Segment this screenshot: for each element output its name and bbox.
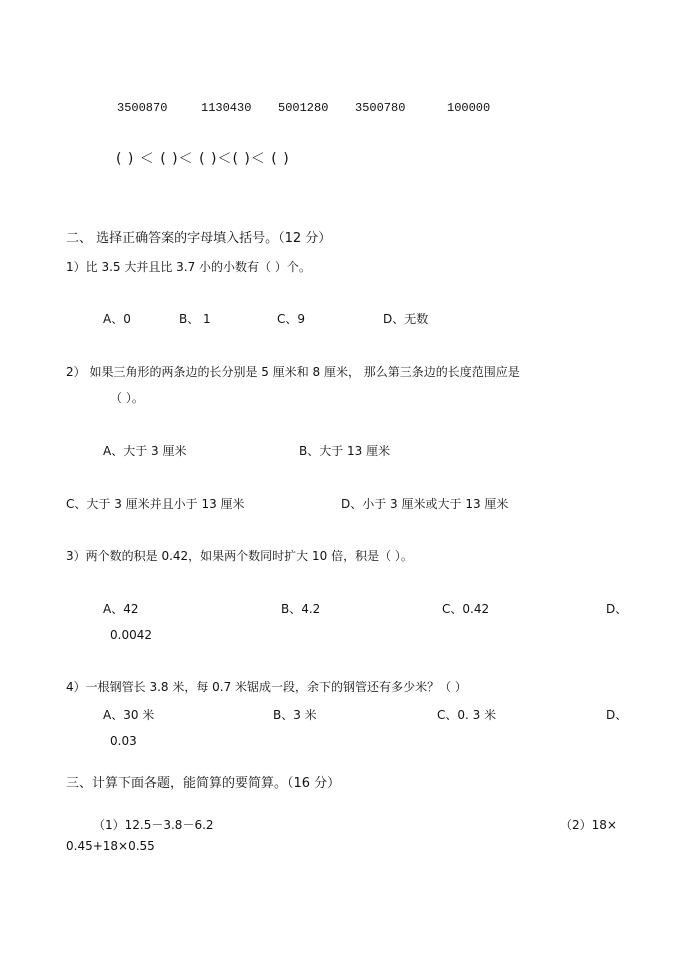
number-4: 3500780 xyxy=(355,101,406,115)
q1-option-b: B、 1 xyxy=(179,312,211,326)
q1-option-d: D、无数 xyxy=(383,312,429,326)
number-3: 5001280 xyxy=(278,101,329,115)
q2-stem-line2: （ ）。 xyxy=(110,391,144,405)
q3-option-a: A、42 xyxy=(103,602,139,616)
q2-option-d: D、小于 3 厘米或大于 13 厘米 xyxy=(341,497,509,511)
q3-option-b: B、4.2 xyxy=(281,602,321,616)
section2-heading: 二、 选择正确答案的字母填入括号。（12 分） xyxy=(66,231,332,246)
q2-option-b: B、大于 13 厘米 xyxy=(299,444,391,458)
calc-problem-1: （1）12.5－3.8－6.2 xyxy=(93,818,214,832)
q3-option-d-value: 0.0042 xyxy=(110,628,152,642)
q4-option-c: C、0. 3 米 xyxy=(437,708,497,722)
section3-heading: 三、计算下面各题，能简算的要简算。（16 分） xyxy=(66,776,341,791)
q1-option-c: C、9 xyxy=(277,312,306,326)
q4-option-d-value: 0.03 xyxy=(110,734,137,748)
q2-option-c: C、大于 3 厘米并且小于 13 厘米 xyxy=(66,497,245,511)
q4-option-b: B、3 米 xyxy=(273,708,317,722)
q2-option-a: A、大于 3 厘米 xyxy=(103,444,187,458)
number-2: 1130430 xyxy=(201,101,252,115)
q4-option-a: A、30 米 xyxy=(103,708,155,722)
q1-option-a: A、0 xyxy=(103,312,131,326)
q1-stem: 1）比 3.5 大并且比 3.7 小的小数有（ ）个。 xyxy=(66,260,311,274)
number-5: 100000 xyxy=(447,101,491,115)
calc-problem-2-part1: （2）18× xyxy=(560,818,617,832)
q4-option-d: D、 xyxy=(606,708,628,722)
comparison-blanks: ( ) ＜ ( )＜ ( )＜( )＜ ( ) xyxy=(116,151,290,167)
q4-stem: 4）一根钢管长 3.8 米，每 0.7 米锯成一段，余下的钢管还有多少米？（ ） xyxy=(66,680,467,694)
number-1: 3500870 xyxy=(117,101,168,115)
q3-option-c: C、0.42 xyxy=(442,602,490,616)
q2-stem-line1: 2） 如果三角形的两条边的长分别是 5 厘米和 8 厘米， 那么第三条边的长度范围应是 xyxy=(66,365,520,379)
q3-stem: 3）两个数的积是 0.42，如果两个数同时扩大 10 倍，积是（ ）。 xyxy=(66,549,413,563)
calc-problem-2-part2: 0.45+18×0.55 xyxy=(66,839,155,853)
q3-option-d: D、 xyxy=(606,602,628,616)
